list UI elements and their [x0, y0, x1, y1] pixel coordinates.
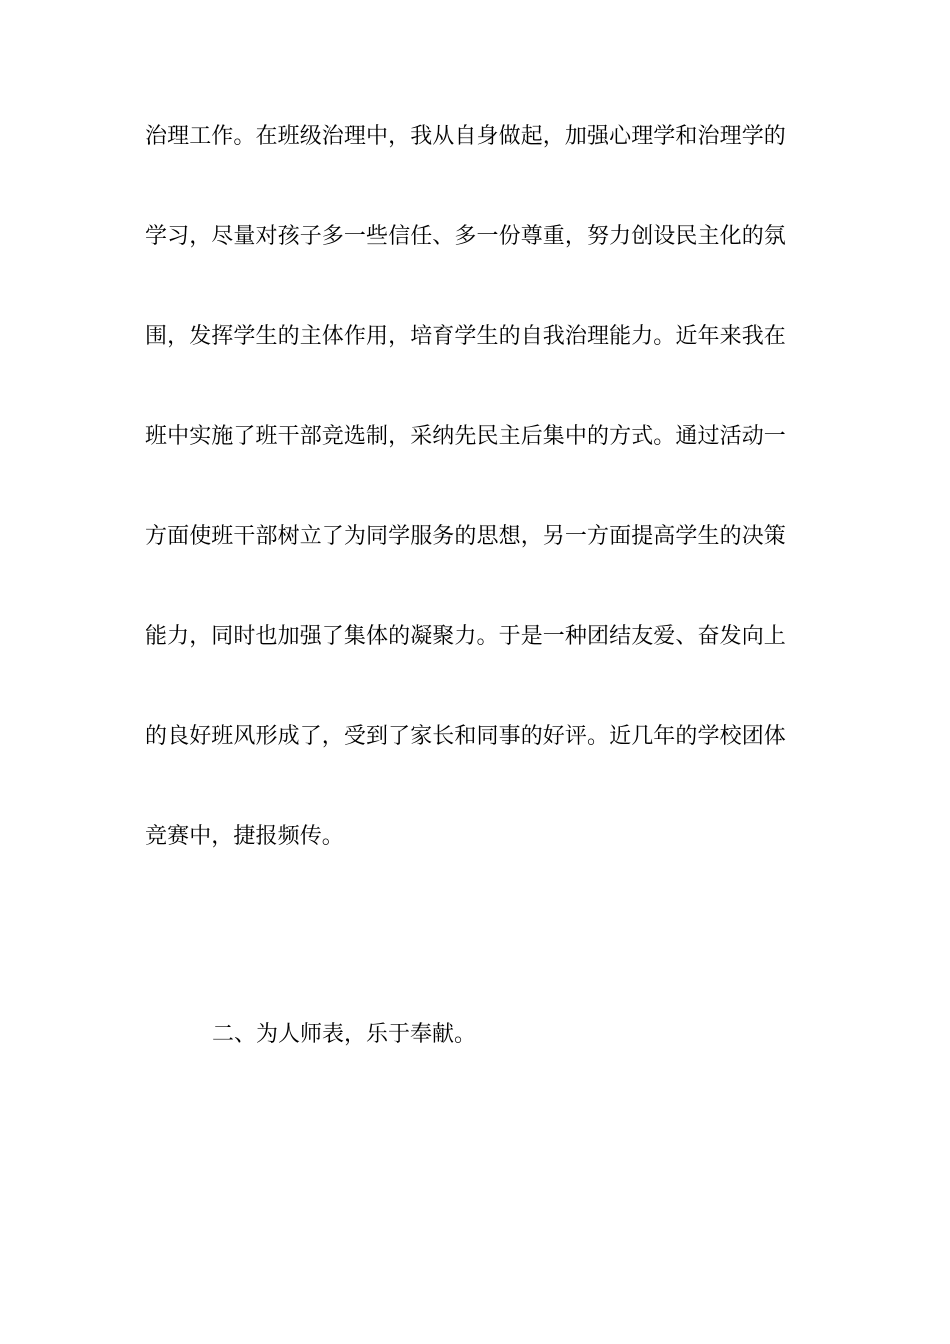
paragraph-line: 方面使班干部树立了为同学服务的思想，另一方面提高学生的决策 [145, 524, 786, 549]
paragraph-line: 能力，同时也加强了集体的凝聚力。于是一种团结友爱、奋发向上 [145, 624, 786, 649]
paragraph-line: 班中实施了班干部竞选制，采纳先民主后集中的方式。通过活动一 [145, 424, 786, 449]
paragraph-line: 学习，尽量对孩子多一些信任、多一份尊重，努力创设民主化的氛 [145, 224, 786, 249]
section-heading: 二、为人师表，乐于奉献。 [212, 1022, 477, 1047]
paragraph-line: 竞赛中，捷报频传。 [145, 824, 344, 849]
paragraph-line: 治理工作。在班级治理中，我从自身做起，加强心理学和治理学的 [145, 124, 786, 149]
paragraph-line: 的良好班风形成了，受到了家长和同事的好评。近几年的学校团体 [145, 724, 786, 749]
body-paragraph [145, 118, 810, 918]
paragraph-line: 围，发挥学生的主体作用，培育学生的自我治理能力。近年来我在 [145, 324, 786, 349]
